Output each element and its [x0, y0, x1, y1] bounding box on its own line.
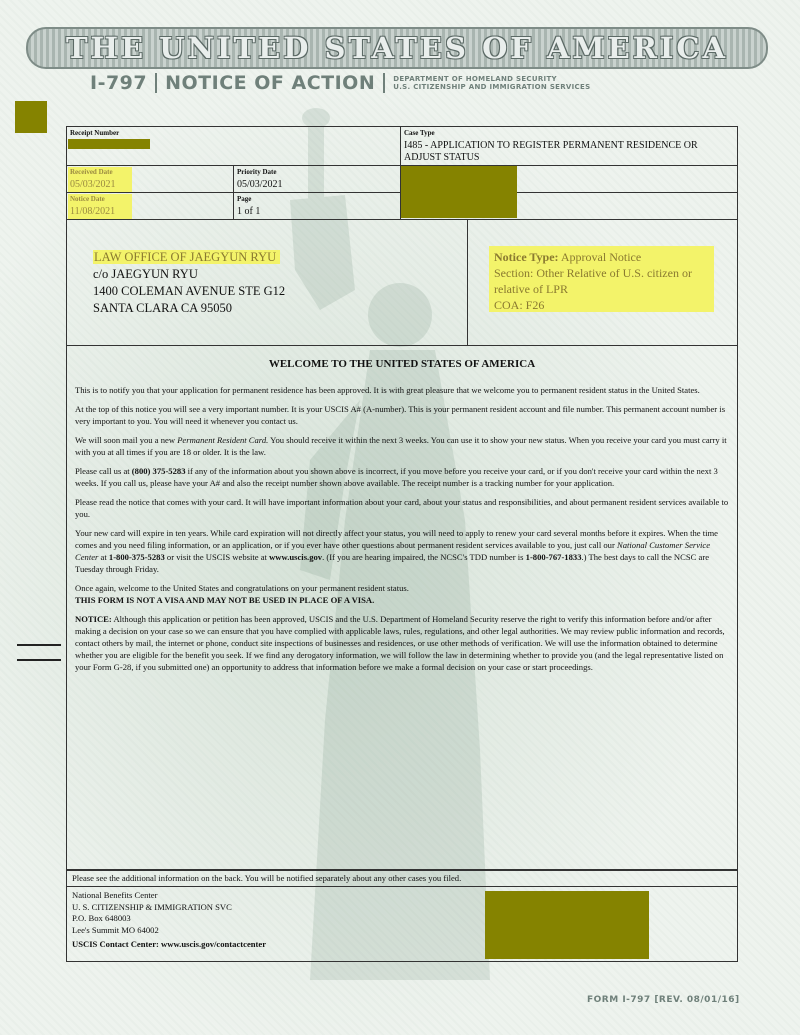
- received-date-box: [66, 165, 234, 193]
- case-type-label: Case Type: [404, 129, 435, 137]
- welcome-heading: WELCOME TO THE UNITED STATES OF AMERICA: [268, 358, 536, 370]
- header-banner: [26, 27, 768, 69]
- address-line-2: c/o JAEGYUN RYU: [93, 267, 198, 281]
- case-type-box: [400, 126, 738, 166]
- notice-type-value: Approval Notice: [560, 250, 642, 264]
- notice-type-label: Notice Type:: [494, 250, 559, 264]
- additional-info-note: Please see the additional information on the back. You will be notified separately about any other cases you filed.: [66, 870, 738, 887]
- notice-coa: COA: F26: [494, 298, 545, 312]
- receipt-number-label: Receipt Number: [70, 129, 120, 137]
- notice-date-value: 11/08/2021: [70, 206, 116, 217]
- paragraph-congratulations: Once again, welcome to the United States and congratulations on your permanent resident status. THIS FORM IS NOT A VISA AND MAY NOT BE USED IN PLACE OF A VISA.: [75, 583, 409, 605]
- address-line-1: LAW OFFICE OF JAEGYUN RYU: [93, 249, 285, 266]
- page-label: Page: [237, 195, 252, 203]
- main-notice-body: [66, 345, 738, 870]
- page-box: [233, 192, 401, 220]
- center-line-2: U. S. CITIZENSHIP & IMMIGRATION SVC: [72, 901, 232, 912]
- priority-date-value: 05/03/2021: [237, 179, 283, 190]
- beneficiary-redaction: [401, 166, 517, 218]
- form-name: NOTICE OF ACTION: [165, 72, 376, 94]
- form-number: I-797: [90, 72, 148, 94]
- agency-separator: [383, 73, 385, 93]
- mailing-address: [93, 249, 285, 317]
- notice-section: Section: Other Relative of U.S. citizen or relative of LPR: [494, 266, 692, 296]
- center-line-3: P.O. Box 648003: [72, 913, 131, 923]
- center-line-4: Lee's Summit MO 64002: [72, 924, 159, 935]
- notice-type-block: [494, 249, 714, 313]
- paragraph-call-us: Please call us at (800) 375-5283 if any of the information about you shown above is incorrect, if you move before you receive your card, or if you don't receive your card within the next 3 weeks. If you call us, please have your A# and also the receipt number shown above available. The receipt number is a tracking number for your application.: [75, 466, 718, 488]
- paragraph-card-expiration: Your new card will expire in ten years. While card expiration will not directly affect your status, you will need to apply to renew your card several months before it expires. When the time comes and you need filing information, or an application, or if you ever have other questions about permanent resident services available to you, just call our National Customer Service Center at 1-800-375-5283 or visit the USCIS website at www.uscis.gov. (If you are hearing impaired, the NCSC's TDD number is 1-800-767-1833.) The best days to call the NCSC are Tuesday through Friday.: [75, 528, 718, 574]
- redaction-marker: [15, 101, 47, 133]
- form-revision: FORM I-797 [REV. 08/01/16]: [587, 995, 740, 1005]
- agency-name: [393, 75, 590, 91]
- form-title-row: [90, 70, 590, 96]
- received-date-label: Received Date: [70, 168, 113, 176]
- paragraph-a-number: At the top of this notice you will see a very important number. It is your USCIS A# (A-number). This is your permanent resident account and file number. This permanent account number is very important to you. You will need it whenever you contact us.: [75, 404, 726, 426]
- notice-date-label: Notice Date: [70, 195, 105, 203]
- priority-date-box: [233, 165, 401, 193]
- case-type-value: I485 - APPLICATION TO REGISTER PERMANENT RESIDENCE OR ADJUST STATUS: [404, 140, 698, 163]
- received-date-value: 05/03/2021: [70, 179, 116, 190]
- agency-line-1: DEPARTMENT OF HOMELAND SECURITY: [393, 75, 557, 83]
- margin-mark: [17, 659, 61, 661]
- paragraph-read-notice: Please read the notice that comes with your card. It will have important information about your card, about your status and responsibilities, and about permanent resident services available to you.: [75, 497, 729, 519]
- paragraph-approval: This is to notify you that your application for permanent residence has been approved. It is with great pleasure that we welcome you to permanent resident status in the United States.: [75, 385, 700, 395]
- banner-title: THE UNITED STATES OF AMERICA: [66, 31, 728, 65]
- address-line-3: 1400 COLEMAN AVENUE STE G12: [93, 284, 286, 298]
- page-value: 1 of 1: [237, 206, 261, 217]
- notice-date-box: [66, 192, 234, 220]
- receipt-number-redaction: [68, 139, 150, 149]
- notice-type-line: [494, 249, 714, 265]
- paragraph-notice: NOTICE: Although this application or petition has been approved, USCIS and the U.S. Department of Homeland Security reserve the right to verify this information before and/or after making a decision on your case so we can ensure that you have complied with applicable laws, rules, regulations, and other legal authorities. We may review public information and records, contact others by mail, the internet or phone, conduct site inspections of businesses and residences, or use other methods of verification. We will use the information obtained to determine whether you are eligible for the benefit you seek. If we find any derogatory information, we will follow the law in determining whether to provide you (and the legal representative listed on your Form G-28, if you submitted one) an opportunity to address that information before we make a formal decision on your case or start proceedings.: [75, 614, 725, 672]
- paragraph-card-mailing: We will soon mail you a new Permanent Resident Card. You should receive it within the next 3 weeks. You can use it to show your new status. When you receive your card you must carry it with you at all times if you are 18 or older. It is the law.: [75, 435, 727, 457]
- priority-date-label: Priority Date: [237, 168, 277, 176]
- title-separator: [155, 73, 157, 93]
- not-a-visa-warning: THIS FORM IS NOT A VISA AND MAY NOT BE USED IN PLACE OF A VISA.: [75, 595, 375, 605]
- agency-line-2: U.S. CITIZENSHIP AND IMMIGRATION SERVICES: [393, 83, 591, 91]
- contact-center: USCIS Contact Center: www.uscis.gov/contactcenter: [72, 939, 267, 949]
- notice-text: [75, 384, 731, 680]
- address-line-4: SANTA CLARA CA 95050: [93, 301, 232, 315]
- barcode-redaction: [485, 891, 649, 959]
- margin-mark: [17, 644, 61, 646]
- center-line-1: National Benefits Center: [72, 890, 158, 900]
